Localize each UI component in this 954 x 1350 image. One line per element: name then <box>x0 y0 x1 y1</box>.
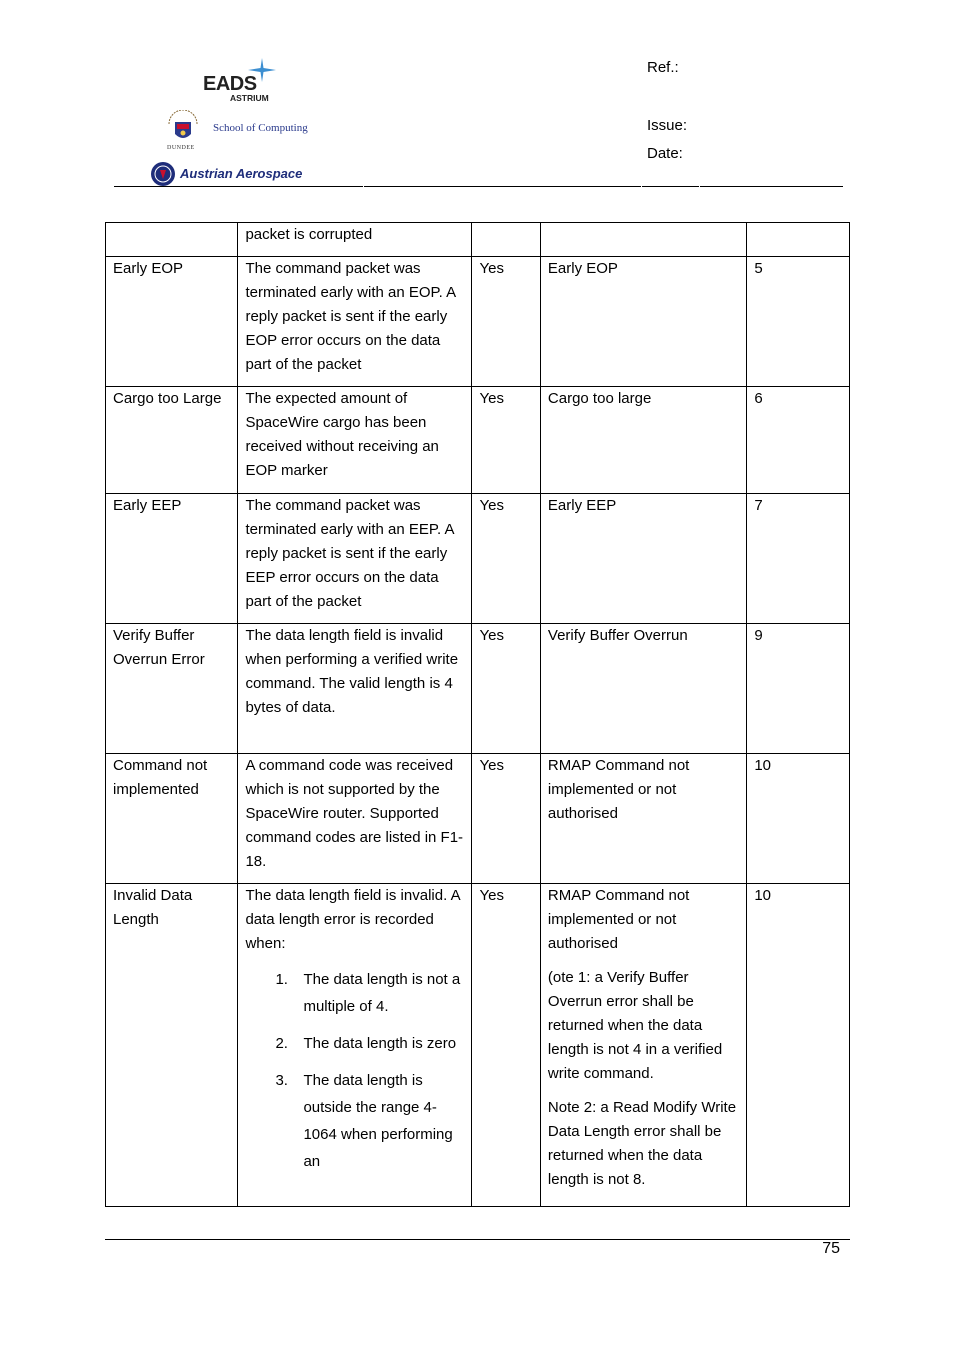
error-codes-table <box>105 222 850 1207</box>
list-number: 3. <box>275 1072 288 1089</box>
table-row <box>106 387 850 494</box>
header-rule <box>700 186 843 187</box>
reply-cell: Yes <box>472 754 540 884</box>
reply-cell: Yes <box>472 624 540 754</box>
length-error-list <box>245 966 465 1175</box>
list-text: The data length is zero <box>303 1035 457 1052</box>
issue-label: Issue: <box>647 117 688 134</box>
table-row <box>106 624 850 754</box>
code-cell: 6 <box>747 387 850 494</box>
page-number: 75 <box>822 1240 840 1257</box>
description-cell <box>238 884 472 1207</box>
list-text: The data length is outside the range 4-1064 when performing an <box>303 1072 453 1170</box>
university-crest-icon <box>163 110 203 150</box>
note-2: Note 2: a Read Modify Write Data Length error shall be returned when the data length is not 8. <box>547 1099 737 1188</box>
dundee-logo <box>153 110 343 156</box>
code-cell <box>747 223 850 257</box>
list-number: 1. <box>275 971 288 988</box>
error-cell <box>106 223 238 257</box>
table-row <box>106 884 850 1207</box>
astrium-text: ASTRIUM <box>230 93 269 103</box>
header-rule <box>114 186 363 187</box>
header-rule <box>642 186 699 187</box>
error-cell: Early EEP <box>106 494 238 624</box>
description-text: The data length field is invalid. A data length error is recorded when: <box>245 887 460 952</box>
table-row <box>106 494 850 624</box>
table-row <box>106 223 850 257</box>
reply-cell: Yes <box>472 387 540 494</box>
reply-cell: Yes <box>472 494 540 624</box>
date-label: Date: <box>647 145 683 162</box>
code-cell: 10 <box>747 884 850 1207</box>
status-cell: Early EOP <box>540 257 746 387</box>
ref-label: Ref.: <box>647 59 679 76</box>
footer-rule <box>105 1239 850 1240</box>
austrian-aerospace-logo <box>150 160 350 188</box>
reply-cell: Yes <box>472 884 540 1207</box>
list-item <box>245 966 465 1020</box>
error-cell: Command not implemented <box>106 754 238 884</box>
reply-cell: Yes <box>472 257 540 387</box>
error-cell: Verify Buffer Overrun Error <box>106 624 238 754</box>
description-cell: The expected amount of SpaceWire cargo has been received without receiving an EOP marker <box>238 387 472 494</box>
status-cell: Early EEP <box>540 494 746 624</box>
austrian-aerospace-text: Austrian Aerospace <box>180 166 303 181</box>
code-cell: 10 <box>747 754 850 884</box>
code-cell: 5 <box>747 257 850 387</box>
status-cell <box>540 884 746 1207</box>
list-item <box>245 1067 465 1175</box>
eads-astrium-logo <box>200 58 280 106</box>
error-cell: Cargo too Large <box>106 387 238 494</box>
school-of-computing-text: School of Computing <box>213 122 308 134</box>
description-cell: The command packet was terminated early with an EEP. A reply packet is sent if the early EEP error occurs on the data part of the packet <box>238 494 472 624</box>
header-rule <box>364 186 641 187</box>
list-item <box>245 1030 465 1057</box>
description-cell: A command code was received which is not supported by the SpaceWire router. Supported command codes are listed in F1-18. <box>238 754 472 884</box>
table-row <box>106 257 850 387</box>
status-cell: Verify Buffer Overrun <box>540 624 746 754</box>
list-text: The data length is not a multiple of 4. <box>303 971 461 1015</box>
description-cell: packet is corrupted <box>238 223 472 257</box>
note-1: (ote 1: a Verify Buffer Overrun error shall be returned when the data length is not 4 in a verified write command. <box>547 969 723 1082</box>
description-cell: The command packet was terminated early with an EOP. A reply packet is sent if the early EOP error occurs on the data part of the packet <box>238 257 472 387</box>
status-cell <box>540 223 746 257</box>
status-cell: RMAP Command not implemented or not authorised <box>540 754 746 884</box>
status-text: RMAP Command not implemented or not authorised <box>547 887 690 952</box>
list-number: 2. <box>275 1035 288 1052</box>
austrian-aerospace-seal-icon <box>150 161 176 187</box>
description-cell: The data length field is invalid when performing a verified write command. The valid length is 4 bytes of data. <box>238 624 472 754</box>
table-row <box>106 754 850 884</box>
reply-cell <box>472 223 540 257</box>
status-cell: Cargo too large <box>540 387 746 494</box>
error-cell: Invalid Data Length <box>106 884 238 1207</box>
error-cell: Early EOP <box>106 257 238 387</box>
eads-text: EADS <box>203 73 257 95</box>
dundee-text: DUNDEE <box>167 145 195 151</box>
code-cell: 9 <box>747 624 850 754</box>
code-cell: 7 <box>747 494 850 624</box>
